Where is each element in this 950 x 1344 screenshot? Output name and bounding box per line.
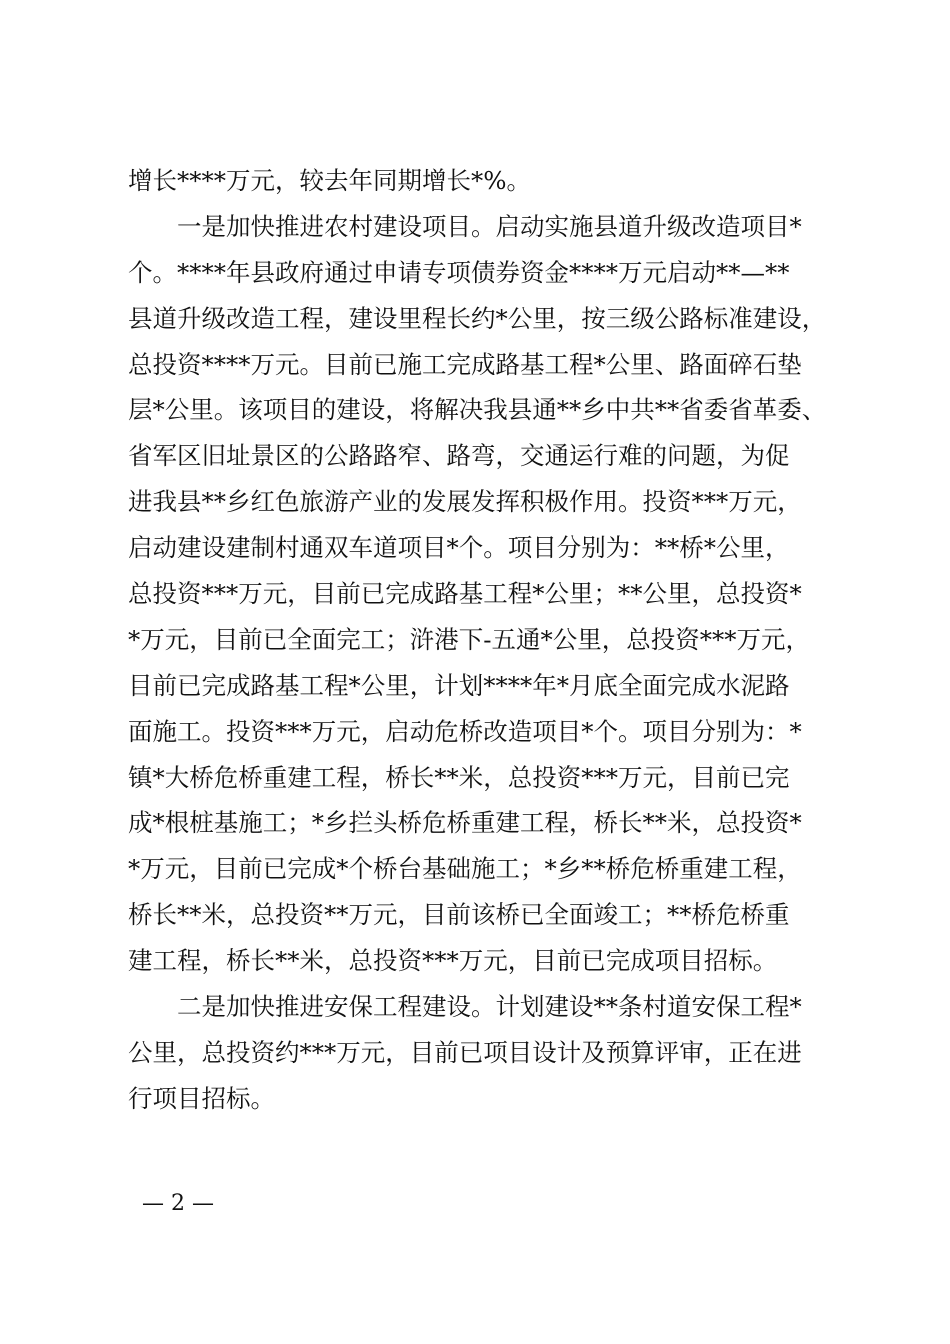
text-line-3: 个。****年县政府通过申请专项债券资金****万元启动**—** xyxy=(128,257,790,287)
text-line-6: 层*公里。该项目的建设，将解决我县通**乡中共**省委省革委、 xyxy=(128,395,827,425)
text-line-13: 面施工。投资***万元，启动危桥改造项目*个。项目分别为：* xyxy=(128,716,802,746)
text-line-8: 进我县**乡红色旅游产业的发展发挥积极作用。投资***万元， xyxy=(128,487,802,517)
text-line-5: 总投资****万元。目前已施工完成路基工程*公里、路面碎石垫 xyxy=(128,349,802,379)
text-line-17: 桥长**米，总投资**万元，目前该桥已全面竣工；**桥危桥重 xyxy=(128,900,790,930)
text-line-9: 启动建设建制村通双车道项目*个。项目分别为：**桥*公里， xyxy=(128,533,790,563)
text-line-20: 公里，总投资约***万元，目前已项目设计及预算评审，正在进 xyxy=(128,1037,802,1067)
text-line-7: 省军区旧址景区的公路路窄、路弯，交通运行难的问题，为促 xyxy=(128,441,790,471)
page-number: — 2 — xyxy=(142,1191,214,1216)
text-line-19: 二是加快推进安保工程建设。计划建设**条村道安保工程* xyxy=(128,992,802,1022)
text-line-12: 目前已完成路基工程*公里，计划****年*月底全面完成水泥路 xyxy=(128,670,790,700)
text-line-11: *万元，目前已全面完工；浒港下-五通*公里，总投资***万元， xyxy=(128,624,811,654)
text-line-10: 总投资***万元，目前已完成路基工程*公里；**公里，总投资* xyxy=(128,579,802,609)
body-text xyxy=(128,158,840,1122)
text-line-18: 建工程，桥长**米，总投资***万元，目前已完成项目招标。 xyxy=(128,946,778,976)
text-line-4: 县道升级改造工程，建设里程长约*公里，按三级公路标准建设， xyxy=(128,303,827,333)
text-line-16: *万元，目前已完成*个桥台基础施工；*乡**桥危桥重建工程， xyxy=(128,854,802,884)
text-line-21: 行项目招标。 xyxy=(128,1083,275,1113)
text-line-1: 增长****万元，较去年同期增长*%。 xyxy=(128,166,532,195)
text-line-15: 成*根桩基施工；*乡拦头桥危桥重建工程，桥长**米，总投资* xyxy=(128,808,802,838)
text-line-14: 镇*大桥危桥重建工程，桥长**米，总投资***万元，目前已完 xyxy=(128,762,790,792)
text-line-2: 一是加快推进农村建设项目。启动实施县道升级改造项目* xyxy=(128,211,802,241)
